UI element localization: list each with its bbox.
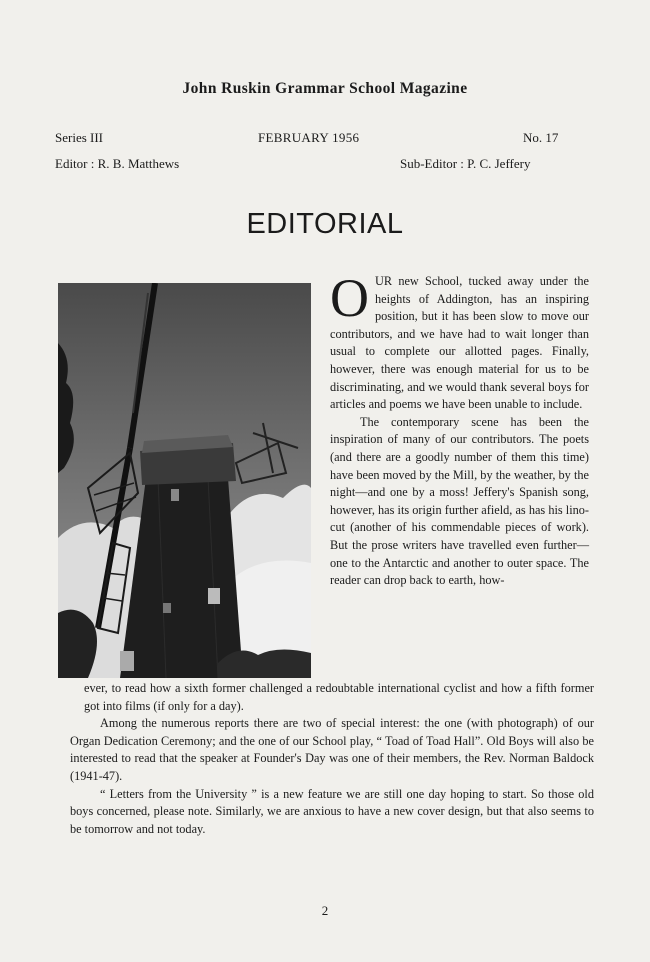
paragraph-4: “ Letters from the University ” is a new feature we are still one day hoping to start. So those old boys concerned, please note. Similarly, we are anxious to have a new cover design, but that also seems to be tomorrow and not today. [70, 786, 594, 836]
page-title: EDITORIAL [246, 208, 404, 240]
magazine-masthead: John Ruskin Grammar School Magazine [182, 80, 468, 97]
paragraph-1 [330, 268, 589, 414]
paragraph-2-continued: ever, to read how a sixth former challenged a redoubtable international cyclist and how a fifth former got into films (if only for a day). [84, 681, 594, 713]
windmill-photo [58, 283, 311, 678]
drop-cap: O [330, 268, 369, 328]
editor-credit: Editor : R. B. Matthews [55, 156, 180, 171]
series-label: Series III [55, 130, 104, 145]
paragraph-3: Among the numerous reports there are two of special interest: the one (with photograph) of our Organ Dedication Ceremony; and the one of our School play, “ Toad of Toad Hall”. Old Boys will also be interested to read that the speaker at Founder's Day was one of their members, the Rev. Norman Baldock (1941-47). [70, 716, 594, 783]
issue-number: No. 17 [523, 130, 559, 145]
sub-editor-credit: Sub-Editor : P. C. Jeffery [400, 156, 531, 171]
paragraph-2: The contemporary scene has been the inspiration of many of our contributors. The poets (and there are a goodly number of them this time) have been moved by the Mill, by the weather, by the night—and one by a moss! Jeffery's Spanish song, however, has its origin further afield, as has his lino-cut (another of his commendable pieces of work). But the prose writers have travelled even further—one to the Antarctic and another to outer space. The reader can drop back to earth, how- [330, 414, 589, 588]
editorial-continued [70, 680, 594, 838]
paragraph-1-text: UR new School, tucked away under the heights of Addington, has an inspiring position, but it has been slow to move our contributors, and we have had to wait longer than usual to complete our allotted pages. Finally, however, there was enough material for us to be discriminating, and we would thank several boys for articles and poems we have been unable to include. [330, 274, 589, 412]
issue-date: FEBRUARY 1956 [258, 130, 360, 145]
page-number: 2 [321, 903, 329, 918]
editorial-column [330, 268, 589, 590]
